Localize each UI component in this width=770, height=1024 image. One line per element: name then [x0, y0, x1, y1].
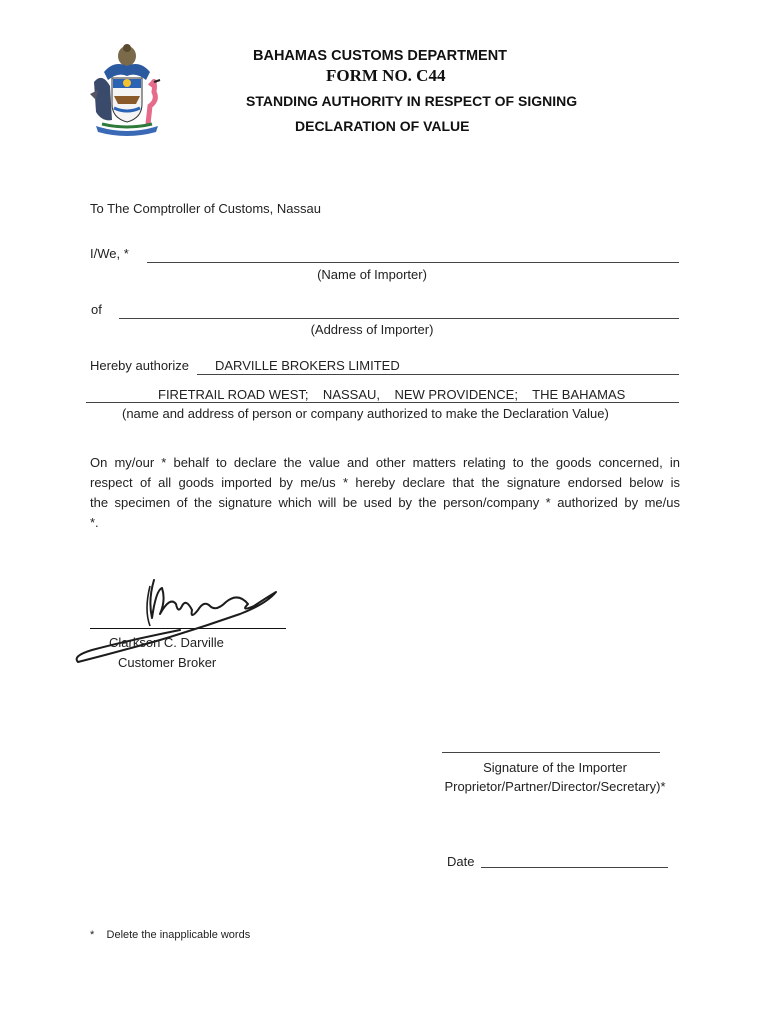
- date-field[interactable]: [481, 867, 668, 868]
- broker-role: Customer Broker: [118, 655, 217, 670]
- authorized-name: DARVILLE BROKERS LIMITED: [215, 358, 400, 373]
- importer-name-caption: (Name of Importer): [317, 267, 427, 282]
- form-number: FORM NO. C44: [326, 66, 446, 85]
- department-name: BAHAMAS CUSTOMS DEPARTMENT: [253, 48, 508, 64]
- coat-of-arms-emblem: [84, 42, 170, 136]
- date-label: Date: [447, 854, 475, 869]
- body-line-4: *.: [90, 515, 99, 530]
- importer-signature-caption-2: Proprietor/Partner/Director/Secretary)*: [444, 779, 666, 794]
- of-label: of: [91, 302, 102, 317]
- body-line-3: the specimen of the signature which will be used by the person/company * authorized by me/us: [90, 495, 680, 510]
- form-title-line-1: STANDING AUTHORITY IN RESPECT OF SIGNING: [246, 93, 578, 109]
- addressee: To The Comptroller of Customs, Nassau: [90, 201, 321, 216]
- authorized-caption: (name and address of person or company authorized to make the Declaration Value): [122, 406, 609, 421]
- importer-address-caption: (Address of Importer): [310, 322, 434, 337]
- footnote: * Delete the inapplicable words: [90, 929, 251, 941]
- body-line-1: On my/our * behalf to declare the value and other matters relating to the goods concerned, in: [90, 455, 680, 470]
- importer-address-field[interactable]: [119, 318, 679, 319]
- body-line-2: respect of all goods imported by me/us * hereby declare that the signature endorsed below is: [90, 475, 680, 490]
- importer-name-field[interactable]: [147, 262, 679, 263]
- authorized-address-line: [86, 402, 679, 403]
- form-title-line-2: DECLARATION OF VALUE: [295, 118, 470, 134]
- authorized-address: FIRETRAIL ROAD WEST; NASSAU, NEW PROVIDENCE; THE BAHAMAS: [158, 387, 626, 402]
- importer-signature-field[interactable]: [442, 752, 660, 753]
- authorized-name-line: [197, 374, 679, 375]
- iwe-label: I/We, *: [90, 246, 129, 261]
- broker-name: Clarkson C. Darville: [109, 635, 224, 650]
- importer-signature-caption-1: Signature of the Importer: [483, 760, 627, 775]
- authorize-label: Hereby authorize: [90, 358, 189, 373]
